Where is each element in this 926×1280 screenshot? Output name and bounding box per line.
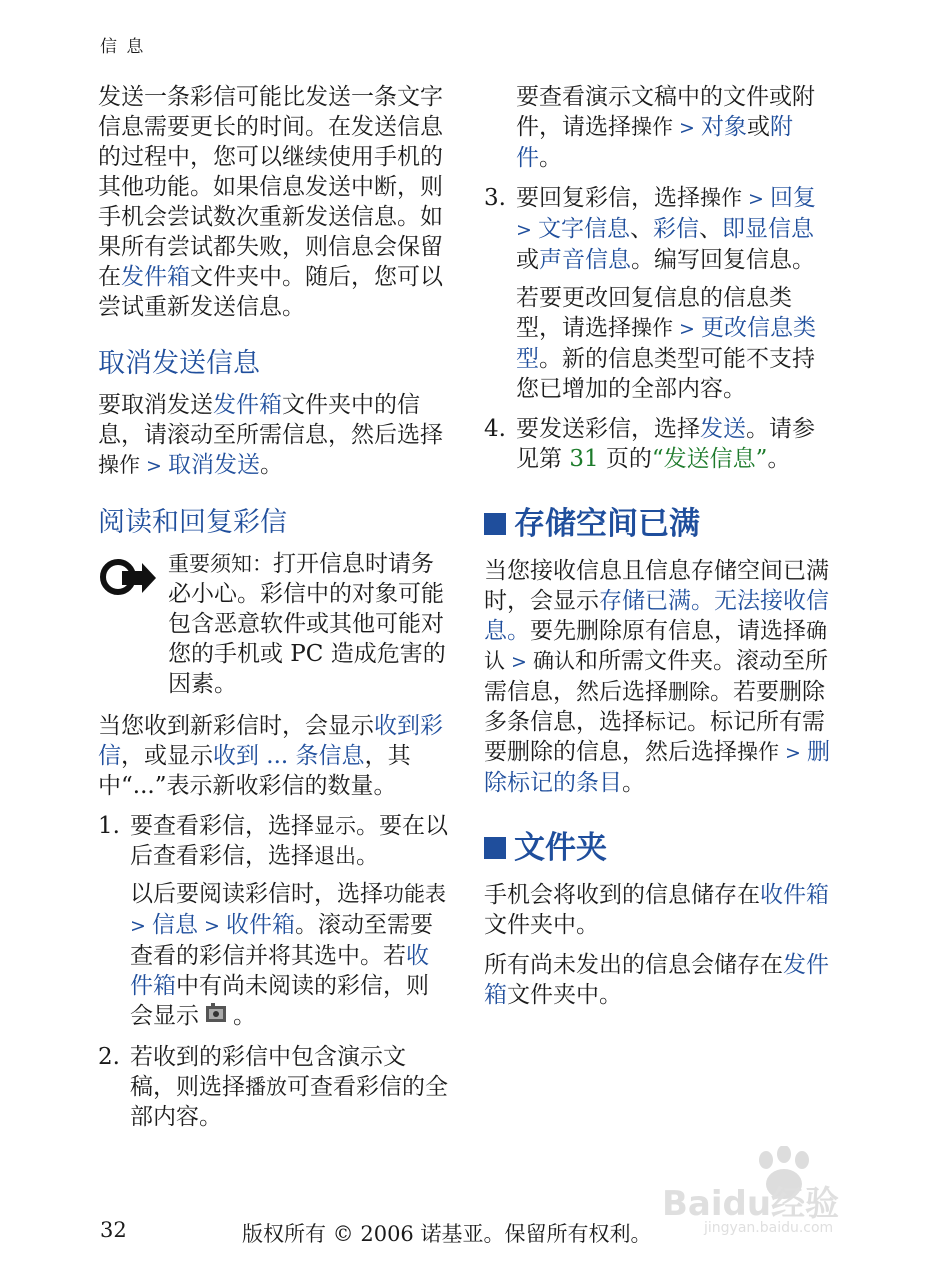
intro-paragraph: 发送一条彩信可能比发送一条文字信息需要更长的时间。在发送信息的过程中，您可以继续使用手机的其他功能。如果信息发送中断，则手机会尝试数次重新发送信息。如果所有尝试都失败，则信息会保留在发件箱文件夹中。随后，您可以尝试重新发送信息。	[98, 84, 443, 320]
section-title-read-reply: 阅读和回复彩信	[98, 507, 287, 538]
list-item-continuation: 要查看演示文稿中的文件或附件，请选择操作 > 对象或附件。	[516, 84, 815, 171]
important-note: 重要须知：打开信息时请务必小心。彩信中的对象可能包含恶意软件或其他可能对您的手机或 PC 造成危害的因素。	[98, 549, 448, 699]
copyright-notice: 版权所有 © 2006 诺基亚。保留所有权利。	[242, 1222, 652, 1246]
list-item-continuation: 以后要阅读彩信时，选择功能表 > 信息 > 收件箱。滚动至需要查看的彩信并将其选中。若收件箱中有尚未阅读的彩信，则会显示 。	[98, 879, 448, 1032]
baidu-watermark	[662, 1146, 872, 1246]
running-header: 信 息	[100, 37, 146, 57]
section-marker-icon	[484, 513, 506, 535]
section-title-storage-full: 存储空间已满	[484, 504, 832, 544]
list-item: 4. 要发送彩信，选择发送。请参见第 31 页的“发送信息”。	[484, 416, 815, 472]
section-marker-icon	[484, 837, 506, 859]
section-title-cancel-sending: 取消发送信息	[98, 348, 260, 379]
folders-paragraph-1: 手机会将收到的信息储存在收件箱文件夹中。	[484, 882, 829, 938]
page-number: 32	[100, 1218, 127, 1242]
list-item-continuation: 若要更改回复信息的信息类型，请选择操作 > 更改信息类型。新的信息类型可能不支持您已增加的全部内容。	[516, 285, 816, 402]
list-item: 3. 要回复彩信，选择操作 > 回复 > 文字信息、彩信、即显信息或声音信息。编写回复信息。	[484, 185, 816, 273]
storage-full-paragraph: 当您接收信息且信息存储空间已满时，会显示存储已满。无法接收信息。要先删除原有信息，请选择确认 > 确认和所需文件夹。滚动至所需信息，然后选择删除。若要删除多条信息，选择标记。标记所有需要删除的信息，然后选择操作 > 删除标记的条目。	[484, 558, 830, 796]
cancel-sending-paragraph: 要取消发送发件箱文件夹中的信息，请滚动至所需信息，然后选择操作 > 取消发送。	[98, 392, 443, 478]
section-title-folders: 文件夹	[484, 828, 832, 868]
right-column	[484, 82, 832, 1020]
important-note-icon	[98, 549, 168, 699]
unread-mms-icon	[205, 1002, 227, 1032]
list-item: 1. 要查看彩信，选择显示。要在以后查看彩信，选择退出。	[98, 813, 448, 869]
list-item: 2. 若收到的彩信中包含演示文稿，则选择播放可查看彩信的全部内容。	[98, 1044, 448, 1130]
new-mms-paragraph: 当您收到新彩信时，会显示收到彩信，或显示收到 ... 条信息，其中“...”表示新收彩信的数量。	[98, 713, 443, 799]
folders-paragraph-2: 所有尚未发出的信息会储存在发件箱文件夹中。	[484, 952, 829, 1008]
watermark-url: jingyan.baidu.com	[704, 1220, 834, 1236]
outbox-link: 发件箱	[121, 264, 190, 290]
watermark-brand: Baidu经验	[662, 1184, 840, 1224]
left-column	[98, 82, 448, 1140]
